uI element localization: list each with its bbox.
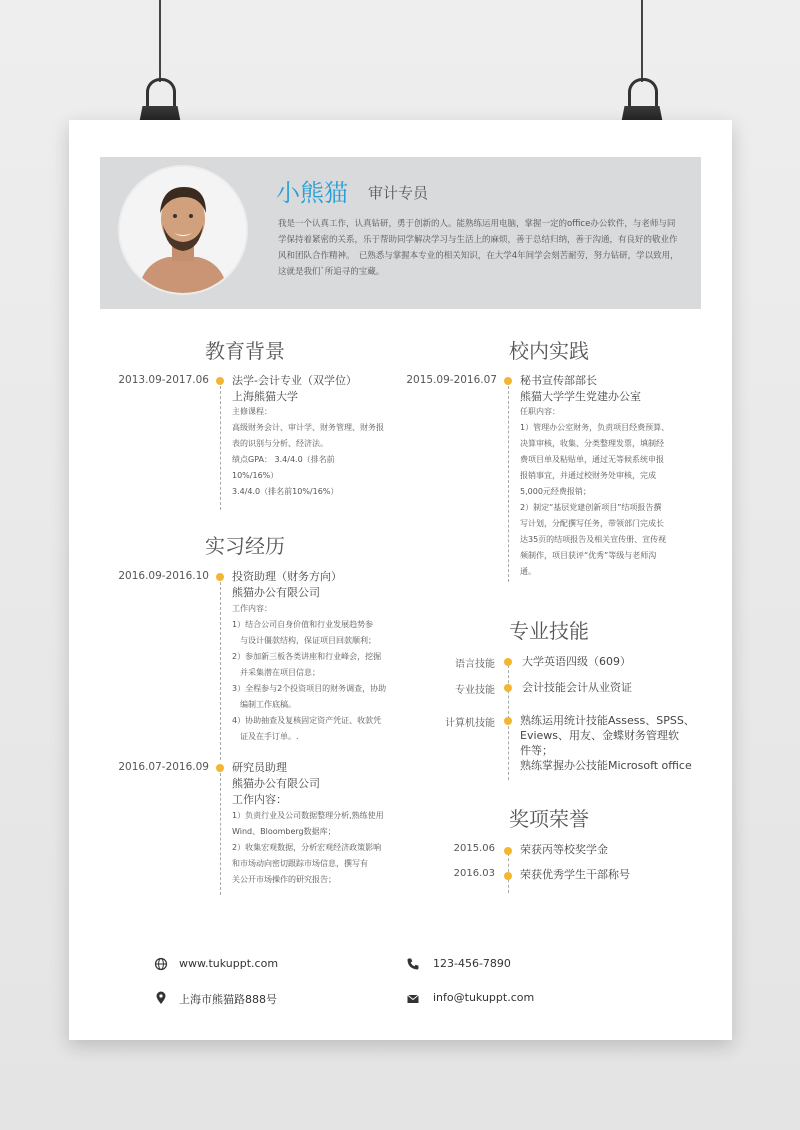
person-name: 小熊猫 — [276, 179, 348, 207]
campus-line: 费项目单及粘贴单，通过无等候系统申报 — [520, 455, 664, 464]
timeline-dot — [216, 764, 224, 772]
internship-line: 1）负责行业及公司数据整理分析,熟练使用 — [232, 811, 384, 820]
education-line: 主修课程： — [232, 407, 272, 416]
campus-line: 达35页的结项报告及相关宣传册、宣传视 — [520, 535, 667, 544]
address: 上海市熊猫路888号 — [179, 993, 277, 1006]
campus-section-title: 校内实践 — [509, 339, 589, 363]
skill-value: 大学英语四级（609） — [522, 655, 631, 668]
internship-role-1: 投资助理（财务方向） — [232, 570, 342, 583]
timeline-dot — [504, 658, 512, 666]
education-line: 绩点GPA： 3.4/4.0（排名前 — [232, 455, 335, 464]
email-link[interactable]: info@tukuppt.com — [433, 991, 535, 1004]
skill-value: 熟练运用统计技能Assess、SPSS、 Eviews、用友、金蝶财务管理软 件等； 熟练掌握办公技能Microsoft office — [520, 714, 695, 772]
duty-label: 任职内容： — [520, 407, 560, 416]
timeline-line — [220, 582, 221, 760]
campus-line: 1）管理办公室财务，负责项目经费预算、 — [520, 423, 670, 432]
internship-line: 4）协助抽查及复核固定资产凭证、收款凭 — [232, 716, 382, 725]
internship-line: 与设计僵款结构，保证项目回款顺利； — [232, 636, 376, 645]
resume-paper — [69, 120, 732, 1040]
award-value: 荣获优秀学生干部称号 — [520, 868, 630, 881]
timeline-line — [220, 773, 221, 895]
skill-value: 会计技能会计从业资证 — [522, 681, 632, 694]
internship-date-2: 2016.07-2016.09 — [118, 761, 209, 773]
internship-date-1: 2016.09-2016.10 — [118, 570, 209, 582]
education-section-title: 教育背景 — [205, 339, 285, 363]
award-value: 荣获丙等校奖学金 — [520, 843, 608, 856]
job-title: 审计专员 — [368, 184, 429, 202]
timeline-dot — [504, 377, 512, 385]
content-label: 工作内容： — [232, 793, 287, 806]
internship-role-2: 研究员助理 — [232, 761, 287, 774]
timeline-dot — [216, 377, 224, 385]
internship-details-2 — [232, 808, 407, 888]
content-label: 工作内容： — [232, 604, 272, 613]
timeline-line — [220, 386, 221, 510]
timeline-line — [508, 386, 509, 582]
internship-line: 关公开市场操作的研究报告； — [232, 875, 336, 884]
education-line: 10%/16%） — [232, 471, 279, 480]
campus-line: 通。 — [520, 567, 536, 576]
award-date: 2016.03 — [453, 868, 495, 879]
education-school: 上海熊猫大学 — [232, 390, 298, 403]
skills-section-title: 专业技能 — [509, 619, 589, 643]
right-hanging-wire — [641, 0, 643, 82]
internship-company-1: 熊猫办公有限公司 — [232, 586, 320, 599]
location-pin-icon — [154, 991, 168, 1005]
campus-line: 写计划，分配撰写任务，带领部门完成长 — [520, 519, 664, 528]
campus-line: 报销事宜，并通过校财务处审核，完成 — [520, 471, 656, 480]
education-major: 法学-会计专业（双学位） — [232, 374, 357, 387]
campus-line: 5,000元经费报销； — [520, 487, 591, 496]
internship-line: 编制工作底稿。 — [232, 700, 296, 709]
education-date: 2013.09-2017.06 — [118, 374, 209, 386]
internship-line: Wind、Bloomberg数据库； — [232, 827, 336, 836]
avatar — [120, 167, 246, 293]
phone-number[interactable]: 123-456-7890 — [433, 957, 511, 970]
internship-line: 证及在手订单。. — [232, 732, 299, 741]
internship-line: 和市场动向密切跟踪市场信息，撰写有 — [232, 859, 368, 868]
website-link[interactable]: www.tukuppt.com — [179, 957, 279, 970]
mail-icon — [406, 992, 420, 1006]
internship-line: 2）参加新三板各类讲座和行业峰会，挖掘 — [232, 652, 382, 661]
awards-section-title: 奖项荣誉 — [509, 807, 589, 831]
education-line: 高级财务会计、审计学、财务管理、财务报 — [232, 423, 384, 432]
education-line: 3.4/4.0（排名前10%/16%） — [232, 487, 339, 496]
timeline-dot — [504, 847, 512, 855]
self-summary: 我是一个认真工作，认真钻研，勇于创新的人。能熟练运用电脑，掌握一定的office办公软件，与老师与同学保持着紧密的关系，乐于帮助同学解决学习与生活上的麻烦，善于总结归纳，善于沟通，有良好的敬业作风和团队合作精神。 已熟悉与掌握本专业的相关知识，在大学4年间学会刻苦耐劳，努力钻研，学以致用，这就是我们`所追寻的宝藏。 — [278, 219, 679, 277]
internship-line: 并采集潜在项目信息； — [232, 668, 320, 677]
globe-icon — [154, 957, 168, 971]
campus-line: 频制作，项目获评“优秀”等级与老师沟 — [520, 551, 657, 560]
profile-header — [100, 157, 701, 309]
skill-label: 计算机技能 — [445, 718, 495, 729]
timeline-dot — [504, 684, 512, 692]
timeline-dot — [504, 717, 512, 725]
campus-line: 2）制定“基层党建创新项目”结项报告撰 — [520, 503, 662, 512]
timeline-dot — [504, 872, 512, 880]
skill-label: 语言技能 — [455, 659, 495, 670]
internship-company-2: 熊猫办公有限公司 — [232, 777, 320, 790]
campus-line: 决算审核，收集、分类整理发票，填制经 — [520, 439, 664, 448]
skill-label: 专业技能 — [455, 685, 495, 696]
internship-line: 1）结合公司自身价值和行业发展趋势参 — [232, 620, 374, 629]
internship-details-1 — [232, 601, 402, 745]
internship-line: 3）全程参与2个投资项目的财务调查，协助 — [232, 684, 387, 693]
left-hanging-wire — [159, 0, 161, 82]
education-details — [232, 404, 402, 500]
phone-icon — [406, 957, 420, 971]
campus-org: 熊猫大学学生党建办公室 — [520, 390, 641, 403]
internship-line: 2）收集宏观数据，分析宏观经济政策影响 — [232, 843, 382, 852]
campus-role: 秘书宣传部部长 — [520, 374, 597, 387]
campus-date: 2015.09-2016.07 — [406, 374, 497, 386]
award-date: 2015.06 — [453, 843, 495, 854]
education-line: 表的识别与分析、经济法。 — [232, 439, 328, 448]
internship-section-title: 实习经历 — [205, 534, 285, 558]
timeline-dot — [216, 573, 224, 581]
campus-details — [520, 404, 685, 580]
